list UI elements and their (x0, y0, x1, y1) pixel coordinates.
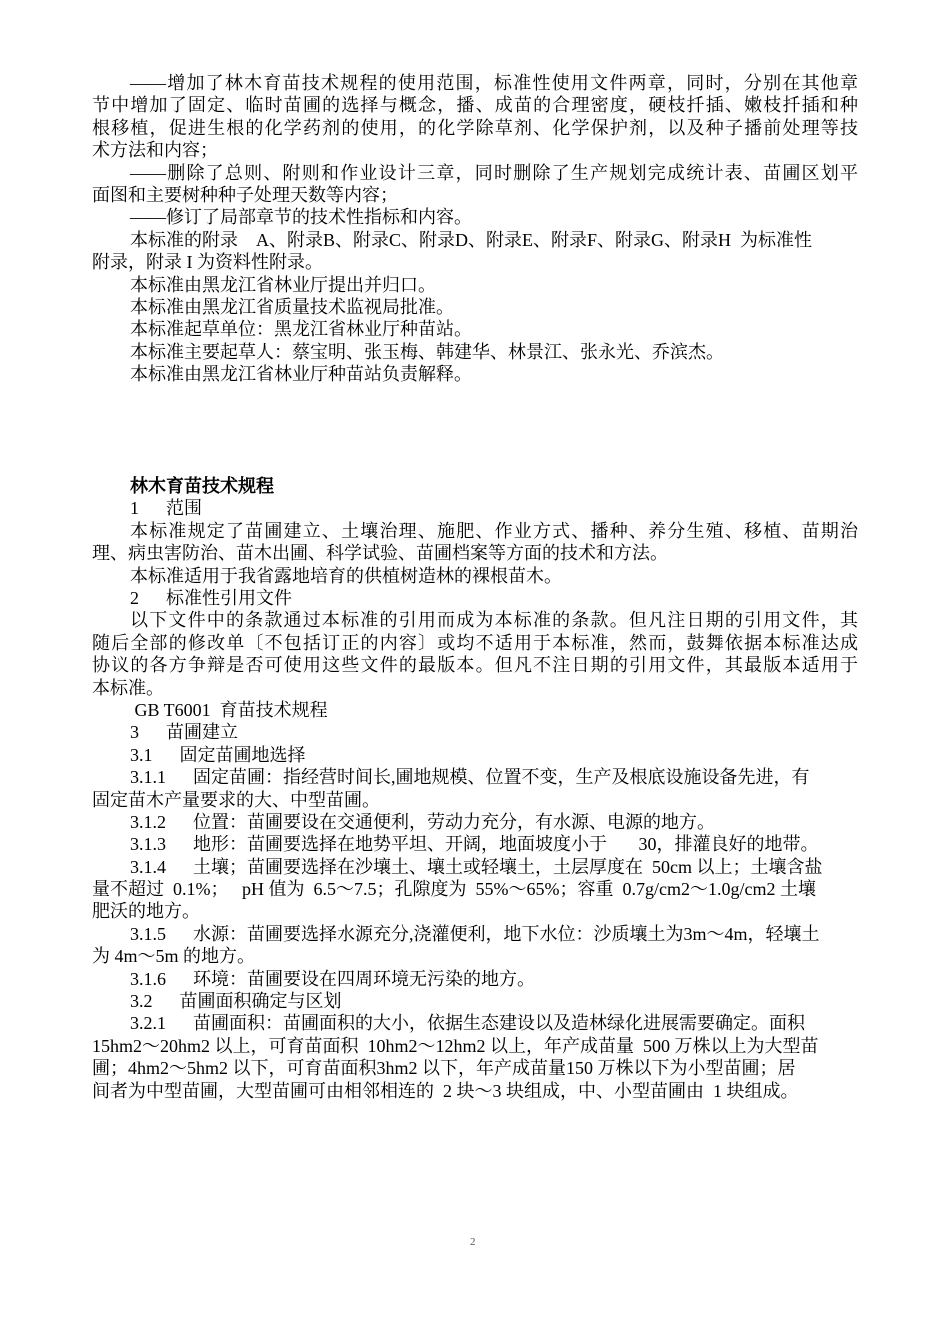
text-line: 理、病虫害防治、苗木出圃、科学试验、苗圃档案等方面的技术和方法。 (92, 543, 668, 564)
text-line: 量不超过 0.1%； pH 值为 6.5～7.5；孔隙度为 55%～65%；容重 0.7g/cm2～1.0g/cm2 土壤 (92, 879, 816, 900)
text-line: 3 苗圃建立 (130, 722, 238, 743)
text-line: 面图和主要树种种子处理天数等内容； (92, 184, 398, 205)
text-line: 固定苗木产量要求的大、中型苗圃。 (92, 789, 380, 810)
text-line: GB T6001 育苗技术规程 (130, 699, 328, 720)
text-line: 3.1.4 土壤；苗圃要选择在沙壤土、壤土或轻壤土，土层厚度在 50cm 以上；土壤含盐 (130, 856, 823, 877)
text-line: 3.1.5 水源：苗圃要选择水源充分,浇灌便利，地下水位：沙质壤土为3m～4m，轻壤土 (130, 923, 820, 944)
text-line: 根移植，促进生根的化学药剂的使用，的化学除草剂、化学保护剂，以及种子播前处理等技 (92, 117, 858, 138)
text-line: ——增加了林木育苗技术规程的使用范围，标准性使用文件两章，同时，分别在其他章 (130, 73, 858, 93)
document-title: 林木育苗技术规程 (130, 476, 274, 497)
text-line: 本标准主要起草人：蔡宝明、张玉梅、韩建华、林景江、张永光、乔滨杰。 (130, 341, 724, 362)
text-line: 本标准。 (92, 677, 164, 698)
text-line: 3.2 苗圃面积确定与区划 (130, 991, 342, 1012)
text-line: 术方法和内容； (92, 140, 218, 161)
text-line: 肥沃的地方。 (92, 901, 200, 922)
text-line: 3.2.1 苗圃面积：苗圃面积的大小，依据生态建设以及造林绿化进展需要确定。面积 (130, 1013, 805, 1034)
text-line: 本标准由黑龙江省林业厅提出并归口。 (130, 274, 436, 295)
blank-line (92, 408, 858, 430)
text-line: 3.1.2 位置：苗圃要设在交通便利，劳动力充分，有水源、电源的地方。 (130, 811, 715, 832)
text-line: 本标准适用于我省露地培育的供植树造林的裸根苗木。 (130, 565, 562, 586)
text-line: 3.1.6 环境：苗圃要设在四周环境无污染的地方。 (130, 968, 535, 989)
text-line: ——删除了总则、附则和作业设计三章，同时删除了生产规划完成统计表、苗圃区划平 (130, 162, 858, 183)
text-line: ——修订了局部章节的技术性指标和内容。 (130, 207, 472, 228)
text-line: 附录，附录 I 为资料性附录。 (92, 252, 323, 273)
text-line: 本标准起草单位：黑龙江省林业厅种苗站。 (130, 319, 472, 340)
text-line: 本标准由黑龙江省质量技术监视局批准。 (130, 296, 454, 317)
text-line: 本标准由黑龙江省林业厅种苗站负责解释。 (130, 364, 472, 385)
text-line: 3.1.1 固定苗圃：指经营时间长,圃地规模、位置不变，生产及根底设施设备先进，有 (130, 767, 810, 788)
document-body (92, 72, 858, 1102)
text-line: 2 标准性引用文件 (130, 587, 292, 608)
text-line: 3.1.3 地形：苗圃要选择在地势平坦、开阔，地面坡度小于 30，排灌良好的地带。 (130, 834, 819, 855)
blank-line (92, 385, 858, 407)
text-line: 3.1 固定苗圃地选择 (130, 744, 306, 765)
text-line: 随后全部的修改单〔不包括订正的内容〕或均不适用于本标准，然而，鼓舞依据本标准达成 (92, 632, 858, 653)
blank-line (92, 453, 858, 475)
text-line: 节中增加了固定、临时苗圃的选择与概念，播、成苗的合理密度，硬枝扦插、嫩枝扦插和种 (92, 95, 858, 116)
text-line: 15hm2～20hm2 以上，可育苗面积 10hm2～12hm2 以上，年产成苗量 500 万株以上为大型苗 (92, 1035, 819, 1056)
blank-line (92, 430, 858, 452)
text-line: 本标准规定了苗圃建立、土壤治理、施肥、作业方式、播种、养分生殖、移植、苗期治 (130, 520, 858, 541)
text-line: 圃；4hm2～5hm2 以下，可育苗面积3hm2 以下，年产成苗量150 万株以下为小型苗圃；居 (92, 1058, 796, 1079)
text-line: 间者为中型苗圃，大型苗圃可由相邻相连的 2 块～3 块组成，中、小型苗圃由 1 块组成。 (92, 1080, 799, 1101)
text-line: 以下文件中的条款通过本标准的引用而成为本标准的条款。但凡注日期的引用文件，其 (130, 610, 858, 631)
text-line: 协议的各方争辩是否可使用这些文件的最版本。但凡不注日期的引用文件，其最版本适用于 (92, 655, 858, 676)
page-number: 2 (470, 1236, 476, 1248)
text-line: 1 范围 (130, 498, 202, 519)
text-line: 为 4m～5m 的地方。 (92, 946, 256, 967)
text-line: 本标准的附录 A、附录B、附录C、附录D、附录E、附录F、附录G、附录H 为标准性 (130, 229, 813, 250)
